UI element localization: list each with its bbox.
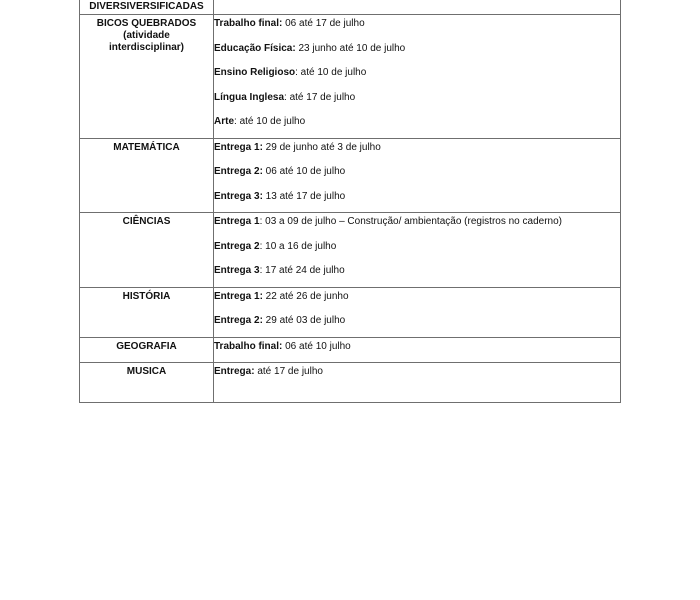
subject-cell <box>80 337 214 363</box>
subject-name: MATEMÁTICA <box>113 141 180 153</box>
entry-text: até 17 de julho <box>254 366 323 377</box>
entry-label: Entrega 1 <box>214 216 260 227</box>
entry-label: Arte <box>214 116 235 127</box>
entry-text: : até 17 de julho <box>284 91 356 103</box>
entry-text: 06 até 17 de julho <box>282 18 365 29</box>
entry-line <box>214 139 620 164</box>
entry-text: : 03 a 09 de julho – Construção/ ambientação (registros no caderno) <box>259 216 562 227</box>
entry-label: Trabalho final: <box>214 18 283 29</box>
entry-text: 23 junho até 10 de julho <box>295 42 406 54</box>
subject-cell <box>80 15 214 139</box>
entry-label: Entrega 2 <box>214 240 260 252</box>
subject-name: MUSICA <box>126 366 167 377</box>
subject-note: interdisciplinar) <box>108 42 184 53</box>
subject-note: (atividade <box>123 30 170 41</box>
entry-label: Entrega 1: <box>214 141 263 153</box>
subject-cell <box>80 287 214 337</box>
entry-line <box>214 262 620 287</box>
entries-cell <box>214 363 621 403</box>
entry-label: Entrega 2: <box>214 166 263 177</box>
entry-text: 29 até 03 de julho <box>262 315 346 326</box>
header-subject-cell <box>80 0 214 15</box>
table-row <box>80 337 621 363</box>
entry-label: Língua Inglesa <box>214 91 285 103</box>
entry-text: : 17 até 24 de julho <box>259 265 345 276</box>
entries-cell <box>214 138 621 213</box>
subject-cell <box>80 363 214 403</box>
schedule-table <box>79 0 621 403</box>
subject-cell <box>80 138 214 213</box>
entry-line <box>214 163 620 188</box>
subject-name: BICOS QUEBRADOS <box>96 18 197 29</box>
entry-line <box>214 188 620 213</box>
entry-line <box>214 40 620 65</box>
subject-name: CIÊNCIAS <box>122 216 171 227</box>
header-entries-cell <box>214 0 621 15</box>
table-row <box>80 213 621 288</box>
entry-text: : 10 a 16 de julho <box>259 240 337 252</box>
entry-line <box>214 213 620 238</box>
table-row <box>80 363 621 403</box>
entry-line <box>214 64 620 89</box>
entry-label: Trabalho final: <box>214 340 283 352</box>
entry-line <box>214 238 620 263</box>
entry-text: 29 de junho até 3 de julho <box>262 141 381 153</box>
entry-label: Entrega 3 <box>214 265 260 276</box>
entry-line <box>214 15 620 40</box>
entry-text: 06 até 10 julho <box>282 340 351 352</box>
entry-text: : até 10 de julho <box>234 116 306 127</box>
entries-cell <box>214 337 621 363</box>
table-row <box>80 138 621 213</box>
entries-cell <box>214 15 621 139</box>
cell-padding <box>214 388 620 402</box>
entry-line <box>214 363 620 388</box>
entry-line <box>214 312 620 337</box>
entry-label: Educação Física: <box>214 42 296 54</box>
entry-text: 13 até 17 de julho <box>262 190 346 202</box>
entry-text: 06 até 10 de julho <box>262 166 346 177</box>
entries-cell <box>214 213 621 288</box>
table-row <box>80 287 621 337</box>
entry-label: Entrega: <box>214 366 255 377</box>
header-subject-label: DIVERSIVERSIFICADAS <box>89 1 204 12</box>
entry-line <box>214 288 620 313</box>
entry-text: 22 até 26 de junho <box>262 290 349 302</box>
entries-cell <box>214 287 621 337</box>
entry-line <box>214 338 620 363</box>
table-header-row <box>80 0 621 15</box>
entry-text: : até 10 de julho <box>295 67 367 78</box>
entry-line <box>214 113 620 138</box>
entry-label: Entrega 2: <box>214 315 263 326</box>
entry-label: Entrega 1: <box>214 290 263 302</box>
subject-name: HISTÓRIA <box>122 290 171 302</box>
subject-cell <box>80 213 214 288</box>
subject-name: GEOGRAFIA <box>116 340 177 352</box>
entry-label: Ensino Religioso <box>214 67 296 78</box>
entry-line <box>214 89 620 114</box>
entry-label: Entrega 3: <box>214 190 263 202</box>
table-row <box>80 15 621 139</box>
